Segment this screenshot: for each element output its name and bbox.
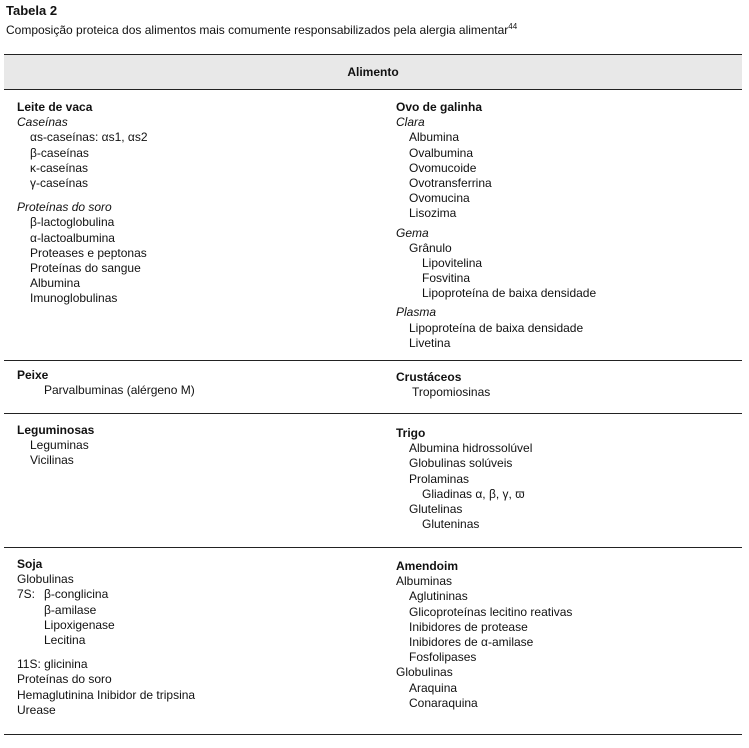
protein-item: β-conglicina bbox=[44, 587, 109, 602]
protein-item-7s bbox=[17, 587, 195, 602]
protein-item: Araquina bbox=[409, 680, 458, 695]
table-subtitle bbox=[6, 19, 517, 38]
cell-peixe bbox=[17, 368, 195, 398]
spacer bbox=[17, 648, 195, 657]
row-divider bbox=[4, 413, 742, 414]
protein-item: Lipoxigenase bbox=[44, 617, 115, 632]
protein-item: Glicoproteínas lecitino reativas bbox=[409, 604, 573, 619]
protein-item: Leguminas bbox=[30, 438, 89, 453]
cell-soja bbox=[17, 557, 195, 718]
cell-crustaceos bbox=[396, 370, 490, 400]
protein-item: Glutelinas bbox=[409, 501, 463, 516]
food-name: Ovo de galinha bbox=[396, 100, 483, 114]
protein-item: Lipoproteína de baixa densidade bbox=[409, 320, 584, 335]
cell-amendoim bbox=[396, 559, 572, 711]
protein-item: Globulinas bbox=[396, 665, 453, 680]
protein-item: Prolaminas bbox=[409, 471, 470, 486]
table-header bbox=[4, 54, 742, 90]
table-title: Tabela 2 bbox=[6, 3, 58, 18]
protein-item: Fosvitina bbox=[422, 271, 471, 286]
protein-item: β-lactoglobulina bbox=[30, 215, 115, 230]
row-divider bbox=[4, 360, 742, 361]
protein-item: Albumina bbox=[30, 276, 81, 291]
protein-item: β-amilase bbox=[44, 602, 97, 617]
food-name: Soja bbox=[17, 557, 43, 571]
row-divider bbox=[4, 547, 742, 548]
group-label: Plasma bbox=[396, 305, 437, 320]
group-label: Caseínas bbox=[17, 115, 68, 130]
protein-item: α-lactoalbumina bbox=[30, 230, 115, 245]
protein-item: αs-caseínas: αs1, αs2 bbox=[30, 130, 148, 145]
protein-item: Albumina bbox=[409, 130, 460, 145]
group-label: Gema bbox=[396, 225, 429, 240]
protein-item: Vicilinas bbox=[30, 453, 74, 468]
protein-item: Gluteninas bbox=[422, 517, 480, 532]
food-name: Leguminosas bbox=[17, 423, 95, 437]
protein-item: β-caseínas bbox=[30, 145, 89, 160]
protein-item: Globulinas solúveis bbox=[409, 456, 513, 471]
protein-item: Livetina bbox=[409, 335, 451, 350]
protein-item: Inibidores de α-amilase bbox=[409, 634, 534, 649]
food-name: Crustáceos bbox=[396, 370, 462, 384]
protein-item: Fosfolipases bbox=[409, 650, 477, 665]
cell-ovo-de-galinha bbox=[396, 100, 596, 351]
protein-item: Ovotransferrina bbox=[409, 175, 492, 190]
protein-item: Parvalbuminas (alérgeno M) bbox=[44, 383, 195, 398]
protein-item: 11S: glicinina bbox=[17, 657, 88, 672]
cell-trigo bbox=[396, 426, 532, 532]
protein-item: Grânulo bbox=[409, 240, 452, 255]
protein-item: Gliadinas α, β, γ, ϖ bbox=[422, 486, 525, 501]
food-name: Peixe bbox=[17, 368, 49, 382]
reference-number: 44 bbox=[508, 22, 518, 31]
protein-item: Inibidores de protease bbox=[409, 619, 528, 634]
protein-item: Conaraquina bbox=[409, 695, 478, 710]
protein-item: Globulinas bbox=[17, 572, 74, 587]
protein-item: Ovomucina bbox=[409, 191, 470, 206]
protein-item: Proteínas do sangue bbox=[30, 260, 141, 275]
protein-item: Proteínas do soro bbox=[17, 672, 112, 687]
header-label: Alimento bbox=[347, 65, 399, 79]
protein-item: Proteases e peptonas bbox=[30, 245, 147, 260]
protein-item: Albuminas bbox=[396, 574, 453, 589]
protein-item: Ovalbumina bbox=[409, 145, 474, 160]
spacer bbox=[17, 191, 148, 200]
protein-item: Albumina hidrossolúvel bbox=[409, 441, 533, 456]
protein-item: κ-caseínas bbox=[30, 160, 89, 175]
protein-item: Urease bbox=[17, 702, 56, 717]
protein-item: Aglutininas bbox=[409, 589, 468, 604]
protein-item: Lisozima bbox=[409, 206, 457, 221]
group-label: Clara bbox=[396, 115, 425, 130]
protein-item: Hemaglutinina Inibidor de tripsina bbox=[17, 687, 196, 702]
protein-item: Lecitina bbox=[44, 632, 86, 647]
food-name: Leite de vaca bbox=[17, 100, 93, 114]
table-caption bbox=[6, 3, 517, 38]
protein-item: Imunoglobulinas bbox=[30, 291, 118, 306]
protein-item: Tropomiosinas bbox=[412, 385, 491, 400]
subtitle-text: Composição proteica dos alimentos mais comumente responsabilizados pela alergia alimentar bbox=[6, 23, 509, 37]
protein-item: γ-caseínas bbox=[30, 175, 89, 190]
food-name: Trigo bbox=[396, 426, 426, 440]
cell-leite-de-vaca bbox=[17, 100, 148, 306]
fraction-label: 7S: bbox=[17, 587, 36, 602]
protein-item: Lipovitelina bbox=[422, 255, 483, 270]
cell-leguminosas bbox=[17, 423, 94, 469]
food-name: Amendoim bbox=[396, 559, 459, 573]
table-bottom-rule bbox=[4, 734, 742, 735]
protein-item: Lipoproteína de baixa densidade bbox=[422, 286, 597, 301]
protein-item: Ovomucoide bbox=[409, 160, 477, 175]
group-label: Proteínas do soro bbox=[17, 200, 112, 215]
